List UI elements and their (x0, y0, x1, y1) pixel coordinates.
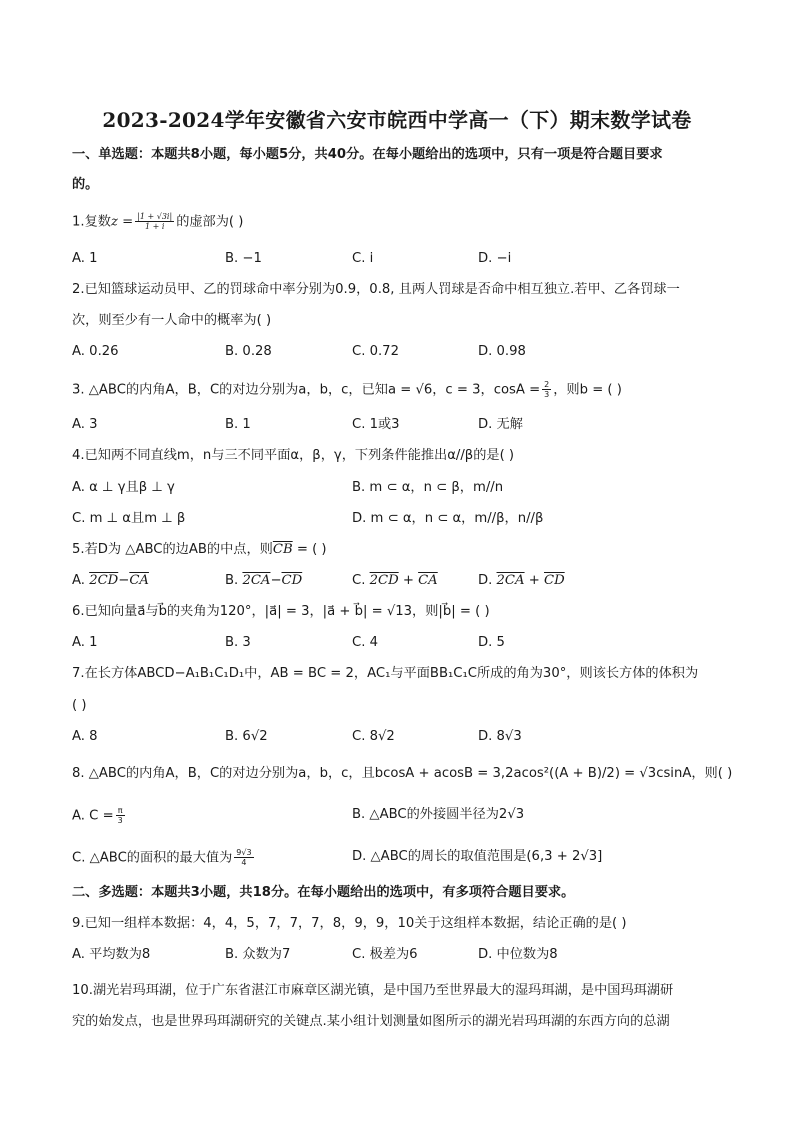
vector: $\overline{CD}$ (544, 573, 565, 588)
option-c: C. i (352, 251, 374, 266)
option-a-fraction (116, 806, 125, 825)
option-b (225, 572, 302, 590)
option-a: A. 1 (72, 635, 98, 650)
option-c: C. 8√2 (352, 729, 395, 744)
option-d: D. 0.98 (478, 344, 526, 359)
question-3-text: 3. △ABC的内角A，B，C的对边分别为a，b，c，已知a = √6，c = 3，cosA = (72, 382, 541, 398)
question-1 (72, 212, 243, 232)
question-2: 2.已知篮球运动员甲、乙的罚球命中率分别为0.9，0.8, 且两人罚球是否命中相互独立.若甲、乙各罚球一 (72, 282, 680, 297)
vector: 2CD (369, 573, 399, 588)
option-a: A. 1 (72, 251, 98, 266)
question-6: 6.已知向量a⃗与b⃗的夹角为120°，|a⃗| = 3，|a⃗ + b⃗| = √13，则|b⃗| = ( ) (72, 604, 490, 619)
question-1-formula: z = (110, 214, 134, 230)
option-c-fraction (234, 848, 253, 867)
fraction-numerator: π (116, 806, 125, 816)
question-9: 9.已知一组样本数据：4，4，5，7，7，7，8，9，9，10关于这组样本数据，结论正确的是( ) (72, 916, 627, 931)
question-7-cont: ( ) (72, 698, 87, 713)
question-8: 8. △ABC的内角A，B，C的对边分别为a，b，c，且bcosA + acosB = 3,2acos²((A + B)/2) = √3csinA，则( ) (72, 766, 733, 781)
question-1-prefix: 1.复数 (72, 214, 111, 230)
option-c: C. m ⊥ α且m ⊥ β (72, 511, 186, 526)
operator: − (118, 573, 130, 588)
question-10-cont: 究的始发点，也是世界玛珥湖研究的关键点.某小组计划测量如图所示的湖光岩玛珥湖的东西方向的总湖 (72, 1014, 670, 1029)
option-b: B. 6√2 (225, 729, 268, 744)
option-b: B. 众数为7 (225, 947, 291, 962)
option-a: A. 3 (72, 417, 98, 432)
question-10: 10.湖光岩玛珥湖，位于广东省湛江市麻章区湖光镇，是中国乃至世界最大的湿玛珥湖，是中国玛珥湖研 (72, 983, 674, 998)
vector: $\overline{CD}$ (281, 573, 303, 588)
question-1-suffix: 的虚部为( ) (176, 214, 244, 230)
option-a (72, 572, 149, 590)
option-a: A. 0.26 (72, 344, 119, 359)
vector: 2CA (242, 573, 271, 588)
option-label: C. (352, 573, 370, 588)
option-c (352, 572, 438, 590)
vector-cb: $\overline{CB}$ (272, 542, 293, 557)
option-label: D. (478, 573, 497, 588)
fraction-numerator: |1 + √3i| (137, 212, 173, 221)
section-header-cont: 的。 (72, 177, 99, 192)
section-header: 一、单选题：本题共8小题，每小题5分，共40分。在每小题给出的选项中，只有一项是符合题目要求 (72, 147, 663, 162)
question-7: 7.在长方体ABCD−A₁B₁C₁D₁中，AB = BC = 2，AC₁与平面BB₁C₁C所成的角为30°，则该长方体的体积为 (72, 666, 699, 681)
option-c: C. 0.72 (352, 344, 399, 359)
fraction-denominator: 1 + i (144, 222, 165, 231)
option-c (72, 848, 256, 868)
option-d: D. 8√3 (478, 729, 522, 744)
fraction-denominator: 4 (241, 858, 247, 867)
option-c: C. 4 (352, 635, 378, 650)
operator: + (398, 573, 419, 588)
option-c: C. 极差为6 (352, 947, 418, 962)
question-3-fraction (542, 380, 551, 399)
vector: $\overline{CA}$ (418, 573, 438, 588)
option-b: B. 0.28 (225, 344, 272, 359)
section-header: 二、多选题：本题共3小题，共18分。在每小题给出的选项中，有多项符合题目要求。 (72, 885, 575, 900)
fraction-denominator: 3 (117, 816, 123, 825)
option-label: B. (225, 573, 243, 588)
question-1-fraction (135, 212, 174, 231)
option-d: D. 中位数为8 (478, 947, 558, 962)
option-c-text: C. △ABC的面积的最大值为 (72, 850, 233, 866)
option-b: B. m ⊂ α，n ⊂ β，m//n (352, 480, 504, 495)
option-d: D. −i (478, 251, 512, 266)
option-d: D. m ⊂ α，n ⊂ α，m//β，n//β (352, 511, 544, 526)
option-c: C. 1或3 (352, 417, 400, 432)
question-4: 4.已知两不同直线m，n与三不同平面α，β，γ，下列条件能推出α//β的是( ) (72, 448, 515, 463)
option-a: A. 8 (72, 729, 98, 744)
question-3 (72, 380, 622, 400)
option-d: D. 5 (478, 635, 505, 650)
option-a: A. 平均数为8 (72, 947, 151, 962)
operator: − (270, 573, 282, 588)
option-label: A. (72, 573, 90, 588)
vector: $\overline{CA}$ (129, 573, 149, 588)
page-title: 2023-2024学年安徽省六安市皖西中学高一（下）期末数学试卷 (102, 108, 692, 132)
vector: 2CD (89, 573, 119, 588)
option-b: B. 1 (225, 417, 251, 432)
question-5 (72, 541, 327, 559)
option-d: D. 无解 (478, 417, 523, 432)
option-b: B. △ABC的外接圆半径为2√3 (352, 807, 525, 822)
fraction-numerator: 9√3 (236, 848, 252, 857)
question-5-text: 5.若D为 △ABC的边AB的中点，则 (72, 542, 273, 557)
fraction-denominator: 3 (544, 390, 550, 399)
question-5-suffix: = ( ) (292, 542, 327, 557)
option-a (72, 806, 127, 826)
option-d: D. △ABC的周长的取值范围是(6,3 + 2√3] (352, 849, 603, 864)
option-d (478, 572, 565, 590)
option-b: B. 3 (225, 635, 251, 650)
question-2-cont: 次，则至少有一人命中的概率为( ) (72, 313, 272, 328)
operator: + (524, 573, 544, 588)
option-a: A. α ⊥ γ且β ⊥ γ (72, 480, 175, 495)
option-a-text: A. C = (72, 808, 114, 824)
fraction-numerator: 2 (544, 380, 550, 389)
vector: 2CA (496, 573, 525, 588)
question-3-suffix: ，则b = ( ) (553, 382, 622, 398)
option-b: B. −1 (225, 251, 262, 266)
